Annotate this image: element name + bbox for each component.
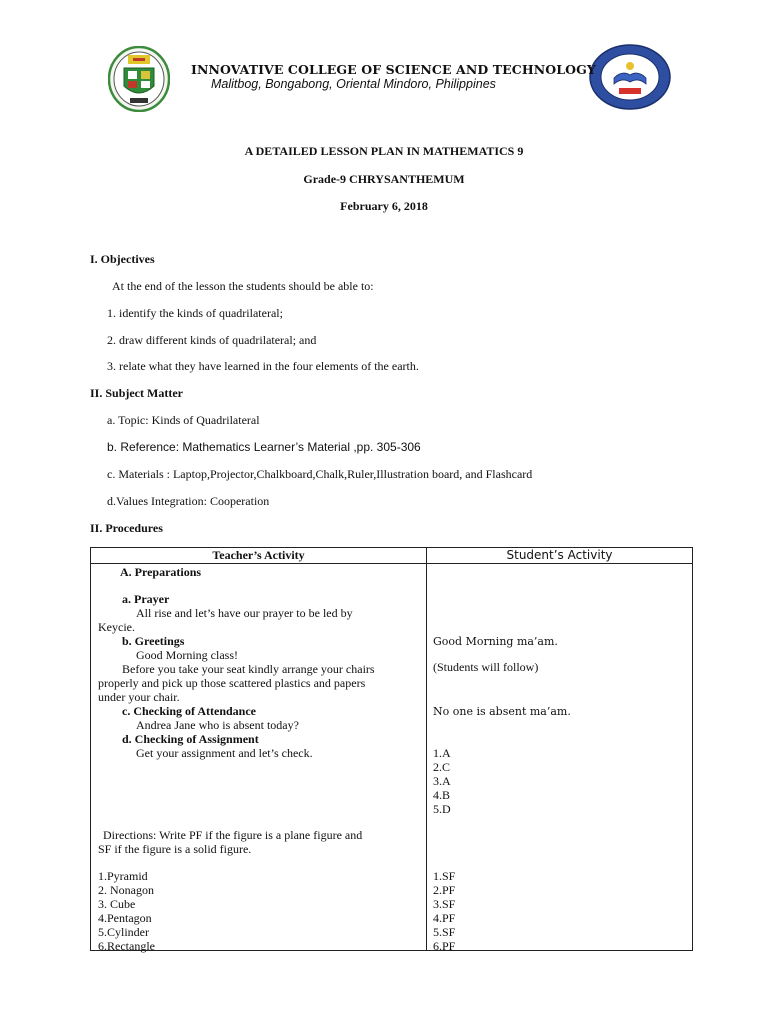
- assignment-title: d. Checking of Assignment: [122, 732, 259, 746]
- lesson-plan-title: A DETAILED LESSON PLAN IN MATHEMATICS 9: [244, 144, 524, 158]
- figure-answer: 1.SF: [433, 869, 456, 883]
- college-name: INNOVATIVE COLLEGE OF SCIENCE AND TECHNOLOGY: [191, 62, 596, 77]
- greetings-text: Good Morning class!: [136, 648, 238, 662]
- lesson-date: February 6, 2018: [340, 199, 428, 213]
- greetings-title: b. Greetings: [122, 634, 185, 648]
- directions-text: Directions: Write PF if the figure is a plane figure and: [103, 828, 363, 842]
- figure-answer: 3.SF: [433, 897, 456, 911]
- greeting-reply: Good Morning ma’am.: [433, 635, 558, 648]
- prayer-text: All rise and let’s have our prayer to be led by: [136, 606, 353, 620]
- figure-answer: 2.PF: [433, 883, 456, 897]
- college-seal-icon: [108, 46, 170, 112]
- objective-item: 1. identify the kinds of quadrilateral;: [107, 306, 283, 320]
- student-activity-header: Student’s Activity: [427, 548, 693, 564]
- arrange-text: properly and pick up those scattered plastics and papers: [98, 676, 366, 690]
- objective-item: 3. relate what they have learned in the four elements of the earth.: [107, 359, 419, 373]
- teacher-activity-column: [91, 564, 427, 951]
- figure-answer: 5.SF: [433, 925, 456, 939]
- assignment-answer: 1.A: [433, 746, 451, 760]
- prayer-text: Keycie.: [98, 620, 135, 634]
- figure-answer: 6.PF: [433, 939, 456, 953]
- attendance-text: Andrea Jane who is absent today?: [136, 718, 299, 732]
- figure-item: 1.Pyramid: [98, 869, 148, 883]
- national-high-school-seal-icon: [589, 44, 671, 110]
- figure-item: 3. Cube: [98, 897, 136, 911]
- figure-answer: 4.PF: [433, 911, 456, 925]
- grade-section: Grade-9 CHRYSANTHEMUM: [303, 172, 465, 186]
- college-address: Malitbog, Bongabong, Oriental Mindoro, Philippines: [211, 77, 496, 91]
- arrange-text: under your chair.: [98, 690, 180, 704]
- prayer-title: a. Prayer: [122, 592, 170, 606]
- attendance-title: c. Checking of Attendance: [122, 704, 256, 718]
- attendance-reply: No one is absent ma’am.: [433, 705, 571, 718]
- assignment-answer: 3.A: [433, 774, 451, 788]
- directions-text: SF if the figure is a solid figure.: [98, 842, 252, 856]
- subject-matter-heading: II. Subject Matter: [90, 386, 183, 400]
- procedures-table: [90, 547, 693, 951]
- student-activity-column: [427, 564, 693, 951]
- assignment-text: Get your assignment and let’s check.: [136, 746, 313, 760]
- assignment-answer: 5.D: [433, 802, 451, 816]
- objectives-heading: I. Objectives: [90, 252, 155, 266]
- assignment-answer: 4.B: [433, 788, 451, 802]
- arrange-text: Before you take your seat kindly arrange your chairs: [122, 662, 375, 676]
- figure-item: 4.Pentagon: [98, 911, 152, 925]
- figure-item: 6.Rectangle: [98, 939, 155, 953]
- assignment-answer: 2.C: [433, 760, 451, 774]
- procedures-heading: II. Procedures: [90, 521, 163, 535]
- subject-reference: b. Reference: Mathematics Learner’s Material ,pp. 305-306: [107, 440, 421, 454]
- figure-item: 2. Nonagon: [98, 883, 154, 897]
- figure-item: 5.Cylinder: [98, 925, 149, 939]
- teacher-activity-header: Teacher’s Activity: [91, 548, 427, 564]
- preparations-title: A. Preparations: [120, 565, 202, 579]
- objective-item: 2. draw different kinds of quadrilateral; and: [107, 333, 317, 347]
- objectives-intro: At the end of the lesson the students should be able to:: [112, 279, 374, 293]
- subject-topic: a. Topic: Kinds of Quadrilateral: [107, 413, 260, 427]
- follow-note: (Students will follow): [433, 660, 539, 674]
- subject-materials: c. Materials : Laptop,Projector,Chalkboard,Chalk,Ruler,Illustration board, and Flashcard: [107, 467, 533, 481]
- subject-values: d.Values Integration: Cooperation: [107, 494, 270, 508]
